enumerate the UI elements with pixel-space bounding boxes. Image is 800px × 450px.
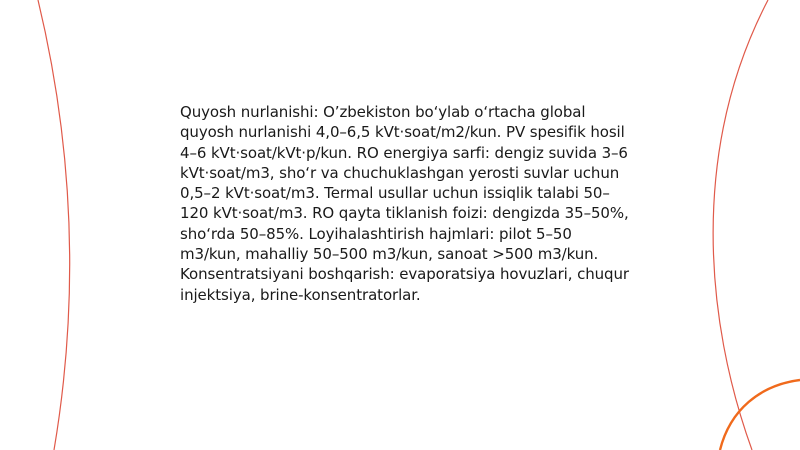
right-arc <box>713 0 768 450</box>
accent-circle-arc <box>720 380 800 450</box>
left-arc <box>38 0 70 450</box>
body-text: Quyosh nurlanishi: O’zbekiston bo‘ylab o‘rtacha global quyosh nurlanishi 4,0–6,5 kVt·soat/m2/kun. PV spesifik hosil 4–6 kVt·soat/kVt·p/kun. RO energiya sarfi: dengiz suvida 3–6 kVt·soat/m3, sho‘r va chuchuklashgan yerosti suvlar uchun 0,5–2 kVt·soat/m3. Termal usullar uchun issiqlik talabi 50–120 kVt·soat/m3. RO qayta tiklanish foizi: dengizda 35–50%, sho‘rda 50–85%. Loyihalashtirish hajmlari: pilot 5–50 m3/kun, mahalliy 50–500 m3/kun, sanoat >500 m3/kun. Konsentratsiyani boshqarish: evaporatsiya hovuzlari, chuqur injektsiya, brine-konsentratorlar. <box>180 103 629 304</box>
